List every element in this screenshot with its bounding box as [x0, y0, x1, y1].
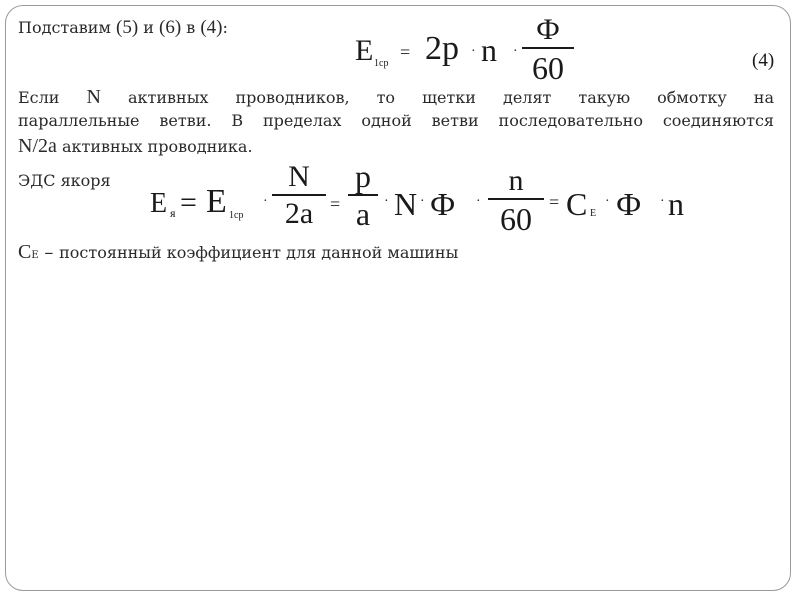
- emf-frac1-num: N: [288, 160, 310, 193]
- emf-phi: Ф: [430, 186, 456, 222]
- emf-dot3: ·: [420, 194, 425, 209]
- emf-eq3: =: [549, 192, 560, 212]
- emf-N: N: [394, 186, 418, 222]
- ce-symbol: C: [18, 241, 32, 263]
- emf-dot6: ·: [660, 194, 665, 209]
- emf-sub-E: Е: [590, 208, 597, 219]
- emf-dot1: ·: [263, 194, 268, 209]
- f4-coef: 2p: [425, 30, 459, 67]
- emf-sub-ya: я: [170, 206, 176, 220]
- f4-frac-den: 60: [532, 49, 564, 86]
- emf-frac2-den: a: [355, 195, 371, 232]
- ref-5: (5): [116, 17, 139, 38]
- emf-frac1-den: 2a: [284, 196, 314, 230]
- emf-eq1: =: [180, 186, 197, 219]
- emf-frac2: [348, 160, 378, 230]
- f4-dot1: ·: [471, 44, 476, 59]
- emf-E1: E: [206, 183, 227, 220]
- f4-eq: =: [400, 42, 411, 62]
- f4-fraction: [522, 15, 574, 84]
- emf-frac2-num: p: [355, 158, 371, 194]
- ref-6: (6): [159, 17, 182, 38]
- para-line-1: [18, 85, 774, 110]
- intro-in: в: [181, 18, 201, 37]
- emf-phi2: Ф: [616, 186, 642, 222]
- para-line1-a: Если: [18, 88, 87, 107]
- emf-dot4: ·: [476, 194, 481, 209]
- emf-n: n: [668, 186, 684, 222]
- symbol-n-2a: N/2a: [18, 135, 57, 157]
- equation-number: (4): [752, 50, 775, 71]
- emf-frac3-den: 60: [500, 200, 532, 237]
- para-line-3: [18, 134, 253, 159]
- para-line3-text: активных проводника.: [56, 137, 253, 156]
- emf-sub-1cp: 1ср: [229, 210, 244, 221]
- emf-E: E: [150, 188, 168, 219]
- para-line-2: параллельные ветви. В пределах одной ветви последовательно соединяются: [18, 111, 774, 130]
- ce-definition: [18, 240, 458, 268]
- emf-frac1: [272, 162, 326, 229]
- emf-label: ЭДС якоря: [18, 171, 111, 190]
- para-line1-b: активных проводников, то щетки делят такую обмотку на: [100, 88, 775, 107]
- emf-frac3-num: n: [508, 164, 524, 197]
- ce-subscript: Е: [31, 250, 39, 261]
- emf-frac3: [488, 166, 544, 235]
- ce-text: постоянный коэффициент для данной машины: [59, 243, 459, 262]
- emf-C: C: [566, 186, 588, 222]
- intro-and: и: [138, 18, 159, 37]
- intro-prefix: Подставим: [18, 18, 116, 37]
- intro-colon: :: [222, 18, 228, 37]
- f4-dot2: ·: [513, 44, 518, 59]
- emf-dot5: ·: [605, 194, 610, 209]
- emf-eq2: =: [330, 194, 341, 214]
- ref-4: (4): [200, 17, 223, 38]
- intro-line: [18, 16, 228, 40]
- f4-lhs-sub: 1ср: [374, 58, 389, 69]
- f4-n: n: [481, 32, 497, 68]
- symbol-N: N: [86, 86, 101, 108]
- f4-frac-num: Ф: [536, 13, 560, 46]
- f4-lhs: E: [355, 34, 374, 67]
- emf-dot2: ·: [384, 194, 389, 209]
- ce-dash: –: [38, 242, 60, 263]
